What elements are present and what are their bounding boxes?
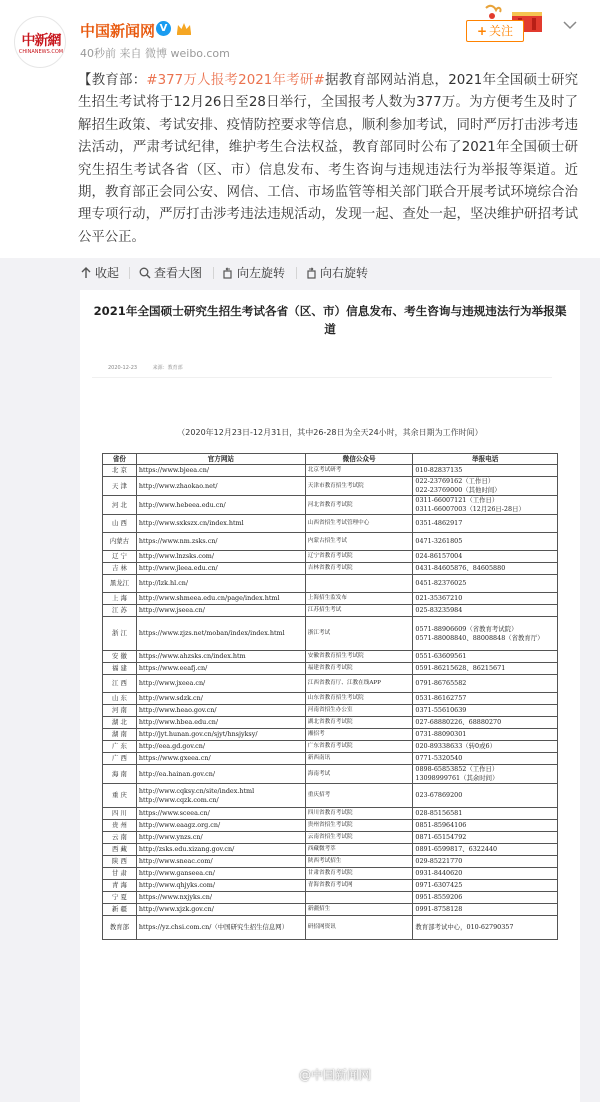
table-row bbox=[103, 808, 558, 820]
cell-phone: 0471-3261805 bbox=[413, 533, 558, 551]
cell-province: 贵 州 bbox=[103, 820, 137, 832]
cell-website: http://www.ganseea.cn/ bbox=[136, 868, 305, 880]
cell-wechat: 吉林省教育考试院 bbox=[305, 563, 413, 575]
cell-wechat: 重庆招考 bbox=[305, 784, 413, 808]
table-row bbox=[103, 784, 558, 808]
table-row bbox=[103, 605, 558, 617]
cell-province: 河 北 bbox=[103, 496, 137, 515]
follow-label: 关注 bbox=[489, 24, 514, 38]
post-body bbox=[78, 70, 578, 249]
cell-province: 云 南 bbox=[103, 832, 137, 844]
cell-phone: 0851-85964106 bbox=[413, 820, 558, 832]
cell-phone: 023-67869200 bbox=[413, 784, 558, 808]
document-meta bbox=[92, 358, 552, 378]
cell-phone: 0351-4862917 bbox=[413, 515, 558, 533]
cell-province: 海 南 bbox=[103, 765, 137, 784]
view-large-button[interactable] bbox=[139, 265, 202, 281]
cell-province: 青 海 bbox=[103, 880, 137, 892]
document-image[interactable] bbox=[80, 290, 580, 1102]
table-row bbox=[103, 593, 558, 605]
image-toolbar bbox=[0, 258, 600, 288]
table-row bbox=[103, 515, 558, 533]
toolbar-divider bbox=[129, 267, 130, 279]
table-row bbox=[103, 820, 558, 832]
cell-province: 广 西 bbox=[103, 753, 137, 765]
cell-phone: 0871-65154792 bbox=[413, 832, 558, 844]
cell-website: https://yz.chsi.com.cn/（中国研究生招生信息网） bbox=[136, 916, 305, 940]
cell-phone: 024-86157004 bbox=[413, 551, 558, 563]
table-row bbox=[103, 832, 558, 844]
bracket-open: 【 bbox=[78, 73, 92, 88]
cell-phone: 0591-86215628、86215671 bbox=[413, 663, 558, 675]
table-row bbox=[103, 916, 558, 940]
table-row bbox=[103, 717, 558, 729]
table-row bbox=[103, 496, 558, 515]
rotate-left-button[interactable] bbox=[222, 265, 285, 281]
cell-phone: 0931-8440620 bbox=[413, 868, 558, 880]
cell-province: 陕 西 bbox=[103, 856, 137, 868]
cell-website: http://lzk.hl.cn/ bbox=[136, 575, 305, 593]
cell-wechat: 西藏微考萃 bbox=[305, 844, 413, 856]
cell-wechat: 北京考试研考 bbox=[305, 465, 413, 477]
cell-wechat: 上海招生监发布 bbox=[305, 593, 413, 605]
cell-wechat: 青海省教育考试网 bbox=[305, 880, 413, 892]
cell-phone: 029-85221770 bbox=[413, 856, 558, 868]
post-source-label: 教育部： bbox=[91, 73, 147, 88]
cell-wechat: 海南考试 bbox=[305, 765, 413, 784]
cell-website: http://www.xjzk.gov.cn/ bbox=[136, 904, 305, 916]
cell-province: 山 西 bbox=[103, 515, 137, 533]
account-name[interactable]: 中国新闻网 bbox=[80, 22, 156, 40]
cell-phone: 025-83235984 bbox=[413, 605, 558, 617]
cell-phone: 0371-55610639 bbox=[413, 705, 558, 717]
table-row bbox=[103, 617, 558, 651]
cell-wechat bbox=[305, 575, 413, 593]
cell-website: http://www.jseea.cn/ bbox=[136, 605, 305, 617]
cell-province: 宁 夏 bbox=[103, 892, 137, 904]
rotate-left-icon bbox=[222, 267, 234, 279]
cell-wechat: 山西省招生考试管理中心 bbox=[305, 515, 413, 533]
logo-text: 中新網 bbox=[21, 33, 61, 49]
cell-wechat: 新西南讯 bbox=[305, 753, 413, 765]
post-meta bbox=[80, 45, 230, 61]
cell-wechat: 福建省教育考试院 bbox=[305, 663, 413, 675]
table-row bbox=[103, 465, 558, 477]
toolbar-divider bbox=[213, 267, 214, 279]
table-row bbox=[103, 563, 558, 575]
cell-province: 浙 江 bbox=[103, 617, 137, 651]
table-row bbox=[103, 477, 558, 496]
cell-website: http://www.hbea.edu.cn/ bbox=[136, 717, 305, 729]
table-row bbox=[103, 651, 558, 663]
cell-website: http://www.lnzsks.com/ bbox=[136, 551, 305, 563]
cell-phone: 0971-6307425 bbox=[413, 880, 558, 892]
cell-website: http://www.hebeea.edu.cn/ bbox=[136, 496, 305, 515]
via-prefix: 来自 bbox=[119, 47, 142, 60]
cell-phone: 0311-66007121（工作日） 0311-66007003（12月26日-28日） bbox=[413, 496, 558, 515]
rotate-left-label: 向左旋转 bbox=[237, 266, 286, 280]
cell-province: 上 海 bbox=[103, 593, 137, 605]
cell-province: 内蒙古 bbox=[103, 533, 137, 551]
cell-website: https://www.gxeea.cn/ bbox=[136, 753, 305, 765]
cell-wechat: 湖北省教育考试院 bbox=[305, 717, 413, 729]
cell-province: 新 疆 bbox=[103, 904, 137, 916]
cell-website: http://www.jxeea.cn/ bbox=[136, 675, 305, 693]
cell-phone: 0951-8559206 bbox=[413, 892, 558, 904]
logo-subtext: CHINANEWS.COM bbox=[18, 49, 64, 55]
header-wechat: 微信公众号 bbox=[305, 454, 413, 465]
cell-website: https://www.zjzs.net/moban/index/index.html bbox=[136, 617, 305, 651]
cell-website: http://www.sxkszx.cn/index.html bbox=[136, 515, 305, 533]
table-row bbox=[103, 892, 558, 904]
cell-website: http://www.heao.gov.cn/ bbox=[136, 705, 305, 717]
table-row bbox=[103, 705, 558, 717]
cell-phone: 0771-5320540 bbox=[413, 753, 558, 765]
table-row bbox=[103, 753, 558, 765]
cell-website: http://www.ynzs.cn/ bbox=[136, 832, 305, 844]
watermark: @中国新闻网 bbox=[299, 1068, 372, 1082]
cell-province: 山 东 bbox=[103, 693, 137, 705]
cell-province: 重 庆 bbox=[103, 784, 137, 808]
cell-wechat: 河南省招生办公室 bbox=[305, 705, 413, 717]
cell-phone: 022-23769162（工作日） 022-23769000（其他时间） bbox=[413, 477, 558, 496]
rotate-right-button[interactable] bbox=[305, 265, 368, 281]
cell-province: 湖 南 bbox=[103, 729, 137, 741]
cell-website: http://zsks.edu.xizang.gov.cn/ bbox=[136, 844, 305, 856]
follow-button[interactable] bbox=[466, 20, 524, 42]
header-province: 省份 bbox=[103, 454, 137, 465]
cell-wechat: 研招网资讯 bbox=[305, 916, 413, 940]
cell-phone: 027-68880226、68880270 bbox=[413, 717, 558, 729]
table-header-row bbox=[103, 454, 558, 465]
verified-icon: V bbox=[156, 21, 171, 36]
table-row bbox=[103, 868, 558, 880]
document-source: 来源：教育部 bbox=[152, 365, 183, 371]
cell-province: 河 南 bbox=[103, 705, 137, 717]
cell-phone: 0731-88090301 bbox=[413, 729, 558, 741]
cell-province: 湖 北 bbox=[103, 717, 137, 729]
table-row bbox=[103, 693, 558, 705]
plus-icon: + bbox=[476, 24, 488, 38]
cell-wechat: 陕西考试招生 bbox=[305, 856, 413, 868]
chevron-down-icon[interactable] bbox=[563, 20, 577, 30]
cell-website: http://www.sneac.com/ bbox=[136, 856, 305, 868]
cell-phone: 0451-82376025 bbox=[413, 575, 558, 593]
cell-website: http://www.zhaokao.net/ bbox=[136, 477, 305, 496]
collapse-label: 收起 bbox=[95, 266, 120, 280]
cell-province: 江 苏 bbox=[103, 605, 137, 617]
hashtag-link[interactable]: #377万人报考2021年考研# bbox=[146, 73, 325, 88]
cell-website: https://www.sceea.cn/ bbox=[136, 808, 305, 820]
cell-province: 甘 肃 bbox=[103, 868, 137, 880]
cell-wechat: 四川省教育考试院 bbox=[305, 808, 413, 820]
cell-website: http://www.jleea.edu.cn/ bbox=[136, 563, 305, 575]
rotate-right-icon bbox=[305, 267, 317, 279]
cell-website: http://www.eaagz.org.cn/ bbox=[136, 820, 305, 832]
table-row bbox=[103, 675, 558, 693]
cell-website: https://www.nm.zsks.cn/ bbox=[136, 533, 305, 551]
table-row bbox=[103, 856, 558, 868]
cell-website: http://www.sdzk.cn/ bbox=[136, 693, 305, 705]
avatar[interactable] bbox=[14, 16, 66, 68]
rotate-right-label: 向右旋转 bbox=[320, 266, 369, 280]
toolbar-divider bbox=[296, 267, 297, 279]
cell-phone: 021-35367210 bbox=[413, 593, 558, 605]
cell-wechat: 河北省教育考试院 bbox=[305, 496, 413, 515]
cell-province: 四 川 bbox=[103, 808, 137, 820]
cell-wechat: 辽宁省教育考试院 bbox=[305, 551, 413, 563]
table-row bbox=[103, 844, 558, 856]
cell-phone: 0431-84605876、84605880 bbox=[413, 563, 558, 575]
image-viewer bbox=[0, 258, 600, 1102]
cell-wechat: 湘招考 bbox=[305, 729, 413, 741]
cell-phone: 028-85156581 bbox=[413, 808, 558, 820]
cell-wechat: 天津市教育招生考试院 bbox=[305, 477, 413, 496]
table-row bbox=[103, 765, 558, 784]
cell-phone: 0891-6599817、6322440 bbox=[413, 844, 558, 856]
cell-province: 广 东 bbox=[103, 741, 137, 753]
table-row bbox=[103, 551, 558, 563]
table-row bbox=[103, 880, 558, 892]
cell-phone: 0898-65853852（工作日） 13098999761（其余时间） bbox=[413, 765, 558, 784]
cell-province: 教育部 bbox=[103, 916, 137, 940]
member-crown-icon bbox=[176, 21, 192, 36]
cell-wechat: 江西省教育厅、江教在线APP bbox=[305, 675, 413, 693]
collapse-button[interactable] bbox=[80, 265, 119, 281]
cell-province: 天 津 bbox=[103, 477, 137, 496]
document-date: 2020-12-23 bbox=[108, 365, 138, 371]
cell-wechat: 江苏招生考试 bbox=[305, 605, 413, 617]
cell-website: http://eea.gd.gov.cn/ bbox=[136, 741, 305, 753]
cell-province: 吉 林 bbox=[103, 563, 137, 575]
document-title: 2021年全国硕士研究生招生考试各省（区、市）信息发布、考生咨询与违规违法行为举报渠道 bbox=[93, 304, 567, 336]
post-source[interactable]: 微博 weibo.com bbox=[145, 47, 230, 60]
cell-province: 安 徽 bbox=[103, 651, 137, 663]
cell-wechat: 贵州省招生考试院 bbox=[305, 820, 413, 832]
view-large-label: 查看大图 bbox=[154, 266, 203, 280]
cell-province: 福 建 bbox=[103, 663, 137, 675]
cell-website: https://www.ahzsks.cn/index.htm bbox=[136, 651, 305, 663]
post-time: 40秒前 bbox=[80, 47, 116, 60]
cell-province: 北 京 bbox=[103, 465, 137, 477]
post-header bbox=[0, 0, 600, 70]
cell-wechat: 新疆招生 bbox=[305, 904, 413, 916]
table-row bbox=[103, 533, 558, 551]
cell-province: 辽 宁 bbox=[103, 551, 137, 563]
cell-wechat: 云南省招生考试院 bbox=[305, 832, 413, 844]
cell-province: 江 西 bbox=[103, 675, 137, 693]
magnifier-icon bbox=[139, 267, 151, 279]
cell-wechat: 内蒙古招生考试 bbox=[305, 533, 413, 551]
table-row bbox=[103, 904, 558, 916]
table-row bbox=[103, 729, 558, 741]
post-body-text: 据教育部网站消息，2021年全国硕士研究生招生考试将于12月26日至28日举行，全国报考人数为377万。为方便考生及时了解招生政策、考试安排、疫情防控要求等信息，顺利参加考试，同时严厉打击涉考违法活动，严肃考试纪律，维护考生合法权益，教育部同时公布了2021年全国硕士研究生招生考试各省（区、市）信息发布、考生咨询与违规违法行为举报等渠道。近期，教育部正会同公安、网信、工信、市场监管等相关部门联合开展考试环境综合治理专项行动，严厉打击涉考违法违规活动，发现一起、查处一起，坚决维护研招考试公平公正。 bbox=[78, 73, 579, 245]
table-row bbox=[103, 575, 558, 593]
cell-phone: 0531-86162757 bbox=[413, 693, 558, 705]
cell-wechat: 山东省教育招生考试院 bbox=[305, 693, 413, 705]
cell-website: http://www.cqksy.cn/site/index.html http://www.cqzk.com.cn/ bbox=[136, 784, 305, 808]
cell-wechat bbox=[305, 892, 413, 904]
arrow-up-icon bbox=[80, 267, 92, 279]
cell-website: https://www.bjeea.cn/ bbox=[136, 465, 305, 477]
cell-website: http://jyt.hunan.gov.cn/sjyt/hnsjyksy/ bbox=[136, 729, 305, 741]
cell-phone: 010-82837135 bbox=[413, 465, 558, 477]
cell-phone: 0991-8758128 bbox=[413, 904, 558, 916]
cell-website: https://www.nxjyks.cn/ bbox=[136, 892, 305, 904]
cell-website: https://www.eeafj.cn/ bbox=[136, 663, 305, 675]
cell-website: http://ea.hainan.gov.cn/ bbox=[136, 765, 305, 784]
cell-phone: 020-89338633（转0或6） bbox=[413, 741, 558, 753]
cell-website: http://www.qhjyks.com/ bbox=[136, 880, 305, 892]
header-phone: 举报电话 bbox=[413, 454, 558, 465]
cell-wechat: 安徽省教育招生考试院 bbox=[305, 651, 413, 663]
table-row bbox=[103, 663, 558, 675]
cell-province: 黑龙江 bbox=[103, 575, 137, 593]
cell-phone: 教育部考试中心，010-62790357 bbox=[413, 916, 558, 940]
cell-province: 西 藏 bbox=[103, 844, 137, 856]
cell-wechat: 浙江考试 bbox=[305, 617, 413, 651]
cell-wechat: 广东省教育考试院 bbox=[305, 741, 413, 753]
channels-table bbox=[102, 453, 558, 940]
cell-website: http://www.shmeea.edu.cn/page/index.html bbox=[136, 593, 305, 605]
cell-phone: 0571-88906609（省教育考试院） 0571-88008840、88008848（省教育厅） bbox=[413, 617, 558, 651]
cell-wechat: 甘肃省教育考试院 bbox=[305, 868, 413, 880]
header-website: 官方网站 bbox=[136, 454, 305, 465]
cell-phone: 0551-63609561 bbox=[413, 651, 558, 663]
document-note: （2020年12月23日-12月31日，其中26-28日为全天24小时，其余日期为工作时间） bbox=[177, 428, 483, 437]
cell-phone: 0791-86765582 bbox=[413, 675, 558, 693]
table-row bbox=[103, 741, 558, 753]
